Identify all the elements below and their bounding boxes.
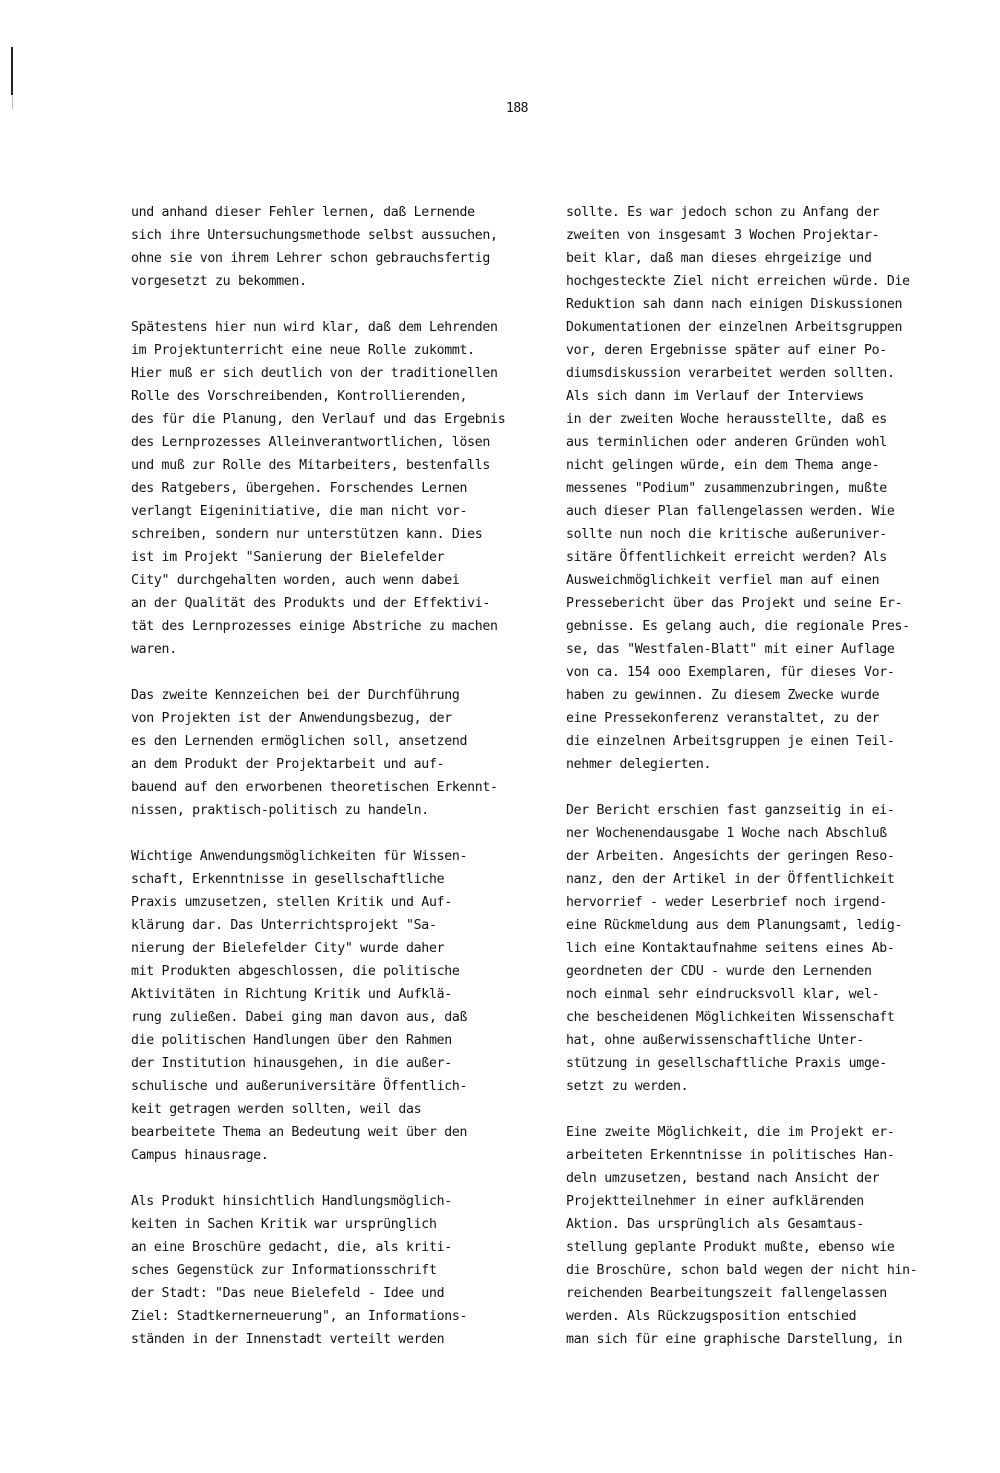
text-line: stellung geplante Produkt mußte, ebenso wie	[566, 1240, 895, 1255]
text-line: deln umzusetzen, bestand nach Ansicht der	[566, 1171, 880, 1186]
text-line: auch dieser Plan fallengelassen werden. Wie	[566, 504, 895, 519]
text-line: hat, ohne außerwissenschaftliche Unter-	[566, 1033, 864, 1048]
text-line: in der zweiten Woche herausstellte, daß es	[566, 412, 887, 427]
text-line: die politischen Handlungen über den Rahmen	[131, 1033, 452, 1048]
scan-margin-mark	[11, 47, 13, 95]
text-line: sitäre Öffentlichkeit erreicht werden? Als	[566, 550, 887, 565]
text-line: des für die Planung, den Verlauf und das Ergebnis	[131, 412, 506, 427]
text-line: haben zu gewinnen. Zu diesem Zwecke wurde	[566, 688, 880, 703]
paragraph	[566, 201, 926, 776]
text-line: der Institution hinausgehen, in die außer-	[131, 1056, 452, 1071]
text-line: Als Produkt hinsichtlich Handlungsmöglich-	[131, 1194, 452, 1209]
text-line: Dokumentationen der einzelnen Arbeitsgruppen	[566, 320, 903, 335]
text-line: keit getragen werden sollten, weil das	[131, 1102, 422, 1117]
text-line: zweiten von insgesamt 3 Wochen Projektar-	[566, 228, 880, 243]
text-line: mit Produkten abgeschlossen, die politische	[131, 964, 460, 979]
text-line: noch einmal sehr eindrucksvoll klar, wel-	[566, 987, 880, 1002]
text-line: setzt zu werden.	[566, 1079, 689, 1094]
text-line: Praxis umzusetzen, stellen Kritik und Auf-	[131, 895, 452, 910]
text-line: Als sich dann im Verlauf der Interviews	[566, 389, 864, 404]
text-line: ohne sie von ihrem Lehrer schon gebrauchsfertig	[131, 251, 491, 266]
text-line: im Projektunterricht eine neue Rolle zukommt.	[131, 343, 475, 358]
text-line: von ca. 154 ooo Exemplaren, für dieses Vor-	[566, 665, 895, 680]
text-line: beit klar, daß man dieses ehrgeizige und	[566, 251, 872, 266]
text-line: des Lernprozesses Alleinverantwortlichen, lösen	[131, 435, 491, 450]
text-line: Der Bericht erschien fast ganzseitig in ei-	[566, 803, 895, 818]
text-line: Ausweichmöglichkeit verfiel man auf einen	[566, 573, 880, 588]
text-line: man sich für eine graphische Darstellung, in	[566, 1332, 903, 1347]
text-line: City" durchgehalten worden, auch wenn dabei	[131, 573, 460, 588]
text-line: hochgesteckte Ziel nicht erreichen würde. Die	[566, 274, 910, 289]
text-line: Reduktion sah dann nach einigen Diskussionen	[566, 297, 903, 312]
text-line: keiten in Sachen Kritik war ursprünglich	[131, 1217, 437, 1232]
text-line: stützung in gesellschaftliche Praxis umge-	[566, 1056, 887, 1071]
paragraph	[566, 799, 926, 1098]
text-line: sollte nun noch die kritische außeruniver-	[566, 527, 887, 542]
text-line: Aktion. Das ursprünglich als Gesamtaus-	[566, 1217, 864, 1232]
text-line: messenes "Podium" zusammenzubringen, mußte	[566, 481, 887, 496]
text-line: ner Wochenendausgabe 1 Woche nach Abschluß	[566, 826, 887, 841]
text-line: lich eine Kontaktaufnahme seitens eines Ab-	[566, 941, 895, 956]
text-line: geordneten der CDU - wurde den Lernenden	[566, 964, 872, 979]
text-line: von Projekten ist der Anwendungsbezug, der	[131, 711, 452, 726]
text-line: reichenden Bearbeitungszeit fallengelassen	[566, 1286, 887, 1301]
text-line: der Stadt: "Das neue Bielefeld - Idee und	[131, 1286, 445, 1301]
text-line: klärung dar. Das Unterrichtsprojekt "Sa-	[131, 918, 437, 933]
text-line: Ziel: Stadtkernerneuerung", an Informations-	[131, 1309, 468, 1324]
text-line: Pressebericht über das Projekt und seine Er-	[566, 596, 903, 611]
text-line: Das zweite Kennzeichen bei der Durchführung	[131, 688, 460, 703]
paragraph	[131, 201, 511, 293]
text-line: vor, deren Ergebnisse später auf einer Po-	[566, 343, 887, 358]
text-line: verlangt Eigeninitiative, die man nicht vor-	[131, 504, 468, 519]
text-line: nicht gelingen würde, ein dem Thema ange-	[566, 458, 880, 473]
text-line: des Ratgebers, übergehen. Forschendes Lernen	[131, 481, 468, 496]
text-line: se, das "Westfalen-Blatt" mit einer Auflage	[566, 642, 895, 657]
text-line: vorgesetzt zu bekommen.	[131, 274, 307, 289]
paragraph	[566, 1121, 926, 1351]
text-line: nissen, praktisch-politisch zu handeln.	[131, 803, 429, 818]
text-line: arbeiteten Erkenntnisse in politisches Han-	[566, 1148, 895, 1163]
text-line: schaft, Erkenntnisse in gesellschaftliche	[131, 872, 445, 887]
text-line: ist im Projekt "Sanierung der Bielefelder	[131, 550, 445, 565]
text-line: nanz, den der Artikel in der Öffentlichkeit	[566, 872, 895, 887]
text-line: werden. Als Rückzugsposition entschied	[566, 1309, 857, 1324]
left-column	[131, 201, 511, 1374]
text-line: Spätestens hier nun wird klar, daß dem Lehrenden	[131, 320, 498, 335]
text-line: ständen in der Innenstadt verteilt werden	[131, 1332, 445, 1347]
text-line: es den Lernenden ermöglichen soll, ansetzend	[131, 734, 468, 749]
text-line: sich ihre Untersuchungsmethode selbst aussuchen,	[131, 228, 498, 243]
text-line: bauend auf den erworbenen theoretischen Erkennt-	[131, 780, 498, 795]
paragraph	[131, 684, 511, 822]
text-line: an eine Broschüre gedacht, die, als kriti-	[131, 1240, 452, 1255]
text-line: bearbeitete Thema an Bedeutung weit über den	[131, 1125, 468, 1140]
text-line: aus terminlichen oder anderen Gründen wohl	[566, 435, 887, 450]
text-line: hervorrief - weder Leserbrief noch irgend-	[566, 895, 887, 910]
paragraph	[131, 1190, 511, 1351]
text-line: schreiben, sondern nur unterstützen kann. Dies	[131, 527, 483, 542]
text-line: gebnisse. Es gelang auch, die regionale Pres-	[566, 619, 910, 634]
text-line: waren.	[131, 642, 177, 657]
text-line: die Broschüre, schon bald wegen der nicht hin-	[566, 1263, 918, 1278]
text-line: Aktivitäten in Richtung Kritik und Aufklä-	[131, 987, 452, 1002]
text-line: Eine zweite Möglichkeit, die im Projekt er-	[566, 1125, 895, 1140]
text-line: diumsdiskussion verarbeitet werden sollten.	[566, 366, 895, 381]
paragraph	[131, 316, 511, 661]
text-line: Rolle des Vorschreibenden, Kontrollierenden,	[131, 389, 468, 404]
text-line: eine Rückmeldung aus dem Planungsamt, ledig-	[566, 918, 903, 933]
text-line: nehmer delegierten.	[566, 757, 712, 772]
text-line: nierung der Bielefelder City" wurde daher	[131, 941, 445, 956]
text-line: der Arbeiten. Angesichts der geringen Reso-	[566, 849, 895, 864]
text-line: rung zuließen. Dabei ging man davon aus, daß	[131, 1010, 468, 1025]
text-line: sches Gegenstück zur Informationsschrift	[131, 1263, 437, 1278]
text-line: tät des Lernprozesses einige Abstriche zu machen	[131, 619, 498, 634]
text-line: Campus hinausrage.	[131, 1148, 269, 1163]
text-line: und muß zur Rolle des Mitarbeiters, bestenfalls	[131, 458, 491, 473]
text-line: che bescheidenen Möglichkeiten Wissenschaft	[566, 1010, 895, 1025]
page-number: 188	[506, 101, 528, 116]
text-line: schulische und außeruniversitäre Öffentlich-	[131, 1079, 468, 1094]
text-line: an dem Produkt der Projektarbeit und auf-	[131, 757, 445, 772]
text-line: eine Pressekonferenz veranstaltet, zu der	[566, 711, 880, 726]
text-line: und anhand dieser Fehler lernen, daß Lernende	[131, 205, 475, 220]
paragraph	[131, 845, 511, 1167]
text-line: Hier muß er sich deutlich von der traditionellen	[131, 366, 498, 381]
right-column	[566, 201, 926, 1374]
text-line: die einzelnen Arbeitsgruppen je einen Teil-	[566, 734, 895, 749]
text-line: an der Qualität des Produkts und der Effektivi-	[131, 596, 491, 611]
text-line: Projektteilnehmer in einer aufklärenden	[566, 1194, 864, 1209]
text-line: Wichtige Anwendungsmöglichkeiten für Wissen-	[131, 849, 468, 864]
text-line: sollte. Es war jedoch schon zu Anfang der	[566, 205, 880, 220]
